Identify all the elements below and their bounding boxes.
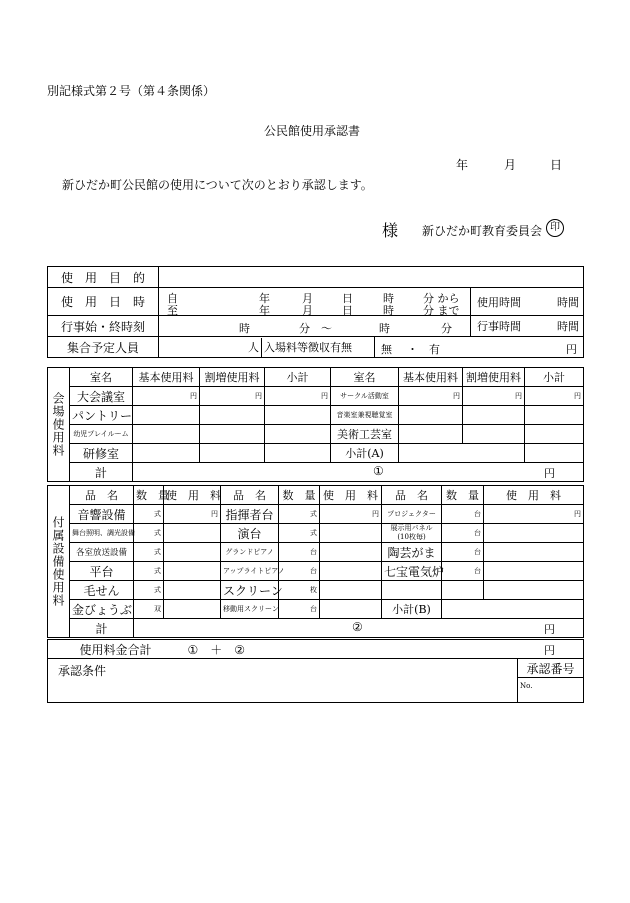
- room-name: 美術工芸室: [331, 425, 399, 444]
- event-hours-label: 行事時間: [477, 320, 521, 333]
- seal-mark: 印: [546, 219, 564, 237]
- fee-field[interactable]: [375, 337, 584, 358]
- fee-yes: 有: [429, 342, 440, 356]
- from-hour: 時: [383, 291, 394, 305]
- date-month-label: 月: [504, 158, 517, 172]
- equip-header-qty2: 数 量: [279, 486, 320, 505]
- equip-header-fee: 使 用 料: [164, 486, 221, 505]
- basic-fee-cell[interactable]: [133, 406, 200, 425]
- issuer-name: 新ひだか町教育委員会: [422, 224, 543, 238]
- event-end-minute: 分: [441, 321, 452, 335]
- equip-fee[interactable]: [320, 600, 382, 619]
- venue-header-basic2: 基本使用料: [399, 368, 463, 387]
- equip-header-qty: 数 量: [134, 486, 164, 505]
- fee-yen: 円: [566, 342, 578, 356]
- fee-none: 無: [381, 342, 392, 356]
- document-title: 公民館使用承認書: [264, 124, 361, 138]
- equipment-fee-table: [47, 485, 584, 638]
- grand-total-label: 使用料金合計: [79, 643, 152, 657]
- equip-header-name2: 品 名: [221, 486, 279, 505]
- equip-fee[interactable]: [164, 524, 221, 543]
- equip-name-sub: (10枚毎): [397, 533, 426, 541]
- venue-header-extra2: 割増使用料: [463, 368, 525, 387]
- subtotal-cell[interactable]: [265, 425, 331, 444]
- datetime-field[interactable]: [159, 288, 471, 316]
- equip-fee[interactable]: [484, 562, 584, 581]
- extra-fee-cell[interactable]: [200, 425, 265, 444]
- event-time-field[interactable]: [159, 316, 471, 337]
- venue-header-basic: 基本使用料: [133, 368, 200, 387]
- equip-header-fee2: 使 用 料: [320, 486, 382, 505]
- venue-total-marker: ①: [373, 464, 384, 478]
- venue-fee-table: [47, 367, 584, 482]
- equip-qty[interactable]: 式: [134, 543, 164, 562]
- from-month: 月: [302, 291, 313, 305]
- equip-qty[interactable]: 枚: [279, 581, 320, 600]
- subtotal-cell[interactable]: 円: [525, 387, 584, 406]
- equip-header-name3: 品 名: [382, 486, 442, 505]
- event-end-hour: 時: [379, 321, 390, 335]
- equip-qty[interactable]: 台: [442, 524, 484, 543]
- basic-fee-cell[interactable]: [399, 425, 463, 444]
- equip-fee[interactable]: [320, 581, 382, 600]
- equip-fee[interactable]: [320, 543, 382, 562]
- grand-total-yen: 円: [544, 644, 555, 657]
- equip-qty[interactable]: 式: [134, 562, 164, 581]
- basic-fee-cell[interactable]: [133, 425, 200, 444]
- purpose-field[interactable]: [159, 267, 584, 288]
- extra-fee-cell[interactable]: [200, 406, 265, 425]
- use-hours-label: 使用時間: [477, 295, 521, 309]
- venue-header-subtotal: 小計: [265, 368, 331, 387]
- room-name: 大会議室: [70, 387, 133, 406]
- fee-label: 入場料等徴収有無: [261, 338, 352, 357]
- venue-subtotal-label: 小計(A): [331, 444, 399, 463]
- approval-conditions[interactable]: [48, 659, 518, 703]
- equip-name: 七宝電気炉: [382, 562, 442, 581]
- extra-fee-cell[interactable]: 円: [200, 387, 265, 406]
- venue-header-extra: 割増使用料: [200, 368, 265, 387]
- equip-empty[interactable]: [442, 581, 484, 600]
- subtotal-cell[interactable]: [525, 406, 584, 425]
- room-name: 幼児プレイルーム: [70, 425, 133, 444]
- equip-name: 演台: [221, 524, 279, 543]
- datetime-label: 使 用 日 時: [48, 288, 159, 316]
- room-name: サークル活動室: [331, 387, 399, 406]
- basic-info-table: [47, 266, 584, 358]
- venue-header-subtotal2: 小計: [525, 368, 584, 387]
- equip-qty[interactable]: 式: [279, 524, 320, 543]
- grand-total-spacer: [48, 640, 70, 659]
- venue-header-room2: 室名: [331, 368, 399, 387]
- subtotal-cell[interactable]: [525, 425, 584, 444]
- equip-empty[interactable]: [484, 581, 584, 600]
- to-year: 年: [259, 303, 270, 317]
- equipment-side-label: 付属設備使用料: [48, 486, 70, 638]
- equip-name: 音響設備: [70, 505, 134, 524]
- equip-subtotal-label: 小計(B): [382, 600, 442, 619]
- equip-subtotal-value[interactable]: [442, 600, 584, 619]
- to-day: 日: [342, 303, 353, 317]
- subtotal-cell[interactable]: [265, 444, 331, 463]
- venue-side-label: 会場使用料: [48, 368, 70, 482]
- equip-fee[interactable]: [320, 524, 382, 543]
- equip-name: 舞台照明、調光設備: [70, 524, 134, 543]
- venue-total-yen: 円: [544, 467, 555, 480]
- equip-name: プロジェクター: [382, 505, 442, 524]
- venue-subtotal-extra[interactable]: [525, 444, 584, 463]
- room-name: 研修室: [70, 444, 133, 463]
- venue-subtotal-value[interactable]: [399, 444, 525, 463]
- equip-name-panel: [382, 524, 442, 543]
- equip-header-name: 品 名: [70, 486, 134, 505]
- equip-name: 毛せん: [70, 581, 134, 600]
- equip-name: 陶芸がま: [382, 543, 442, 562]
- date-day-label: 日: [550, 158, 563, 172]
- from-minute: 分 から: [423, 291, 460, 305]
- equip-name: 指揮者台: [221, 505, 279, 524]
- room-name: パントリー: [70, 406, 133, 425]
- equip-total-yen: 円: [544, 623, 555, 636]
- equip-empty[interactable]: [382, 581, 442, 600]
- equip-name: 平台: [70, 562, 134, 581]
- from-year: 年: [259, 291, 270, 305]
- to-month: 月: [302, 303, 313, 317]
- extra-fee-cell[interactable]: 円: [463, 387, 525, 406]
- equip-qty[interactable]: 台: [279, 543, 320, 562]
- grand-total-table: [47, 639, 584, 659]
- event-hours-unit: 時間: [557, 320, 580, 333]
- addressee-suffix: 様: [382, 221, 399, 240]
- venue-header-room: 室名: [70, 368, 133, 387]
- equip-fee[interactable]: 円: [484, 505, 584, 524]
- equip-qty[interactable]: 台: [442, 562, 484, 581]
- basic-fee-cell[interactable]: 円: [399, 387, 463, 406]
- attendees-label: 集合予定人員: [48, 337, 159, 358]
- fee-dot: ・: [407, 342, 418, 356]
- equip-fee[interactable]: [484, 543, 584, 562]
- equip-fee[interactable]: [484, 524, 584, 543]
- purpose-label: 使 用 目 的: [48, 267, 159, 288]
- equip-fee[interactable]: [164, 543, 221, 562]
- basic-fee-cell[interactable]: 円: [133, 387, 200, 406]
- from-label: 自: [167, 291, 178, 305]
- equip-name: 移動用スクリーン: [221, 600, 279, 619]
- use-hours-cell[interactable]: [471, 288, 584, 316]
- basic-fee-cell[interactable]: [399, 406, 463, 425]
- equip-qty[interactable]: 台: [279, 562, 320, 581]
- equip-fee[interactable]: [320, 562, 382, 581]
- event-hours-cell[interactable]: [471, 316, 584, 337]
- attendees-field[interactable]: [159, 337, 375, 358]
- approval-number-label: 承認番号: [518, 659, 584, 678]
- equip-qty[interactable]: 式: [134, 505, 164, 524]
- venue-total-value[interactable]: [133, 463, 584, 482]
- form-number: 別記様式第２号（第４条関係）: [47, 84, 216, 98]
- subtotal-cell[interactable]: 円: [265, 387, 331, 406]
- subtotal-cell[interactable]: [265, 406, 331, 425]
- equip-fee[interactable]: 円: [164, 505, 221, 524]
- equip-fee[interactable]: [164, 581, 221, 600]
- equip-fee[interactable]: [164, 600, 221, 619]
- equip-qty[interactable]: 台: [442, 505, 484, 524]
- equip-header-qty3: 数 量: [442, 486, 484, 505]
- conditions-label: 承認条件: [58, 664, 107, 678]
- extra-fee-cell[interactable]: [463, 425, 525, 444]
- grand-total-row[interactable]: [70, 640, 584, 659]
- equip-total-value[interactable]: [134, 619, 584, 638]
- no-label: No.: [520, 682, 533, 690]
- from-day: 日: [342, 291, 353, 305]
- equip-name: 展示用パネル: [390, 524, 433, 532]
- basic-fee-cell[interactable]: [133, 444, 200, 463]
- equip-name: 金びょうぶ: [70, 600, 134, 619]
- equip-name: スクリーン: [221, 581, 279, 600]
- equip-qty[interactable]: 式: [279, 505, 320, 524]
- equip-header-fee3: 使 用 料: [484, 486, 584, 505]
- equip-qty[interactable]: 式: [134, 524, 164, 543]
- person-unit: 人: [248, 341, 259, 354]
- equip-total-label: 計: [70, 619, 134, 638]
- grand-total-formula: ① ＋ ②: [187, 643, 246, 657]
- event-time-label: 行事始・終時刻: [48, 316, 159, 337]
- equip-qty[interactable]: 式: [134, 581, 164, 600]
- event-start-minute: 分 ～: [299, 321, 332, 335]
- footer-table: [47, 658, 584, 703]
- room-name: 音楽室兼視聴覚室: [331, 406, 399, 425]
- to-label: 至: [167, 303, 178, 317]
- equip-fee[interactable]: [164, 562, 221, 581]
- equip-fee[interactable]: 円: [320, 505, 382, 524]
- date-year-label: 年: [456, 158, 469, 172]
- equip-name: アップライトピアノ: [221, 562, 279, 581]
- to-hour: 時: [383, 303, 394, 317]
- use-hours-unit: 時間: [557, 295, 580, 309]
- extra-fee-cell[interactable]: [463, 406, 525, 425]
- equip-name: グランドピアノ: [221, 543, 279, 562]
- equip-name: 各室放送設備: [70, 543, 134, 562]
- venue-total-label: 計: [70, 463, 133, 482]
- equip-total-marker: ②: [352, 620, 363, 634]
- equip-qty[interactable]: 双: [134, 600, 164, 619]
- approval-number-field[interactable]: [518, 678, 584, 703]
- approval-statement: 新ひだか町公民館の使用について次のとおり承認します。: [62, 178, 373, 192]
- event-start-hour: 時: [239, 321, 250, 335]
- extra-fee-cell[interactable]: [200, 444, 265, 463]
- to-minute: 分 まで: [423, 303, 460, 317]
- equip-qty[interactable]: 台: [279, 600, 320, 619]
- equip-qty[interactable]: 台: [442, 543, 484, 562]
